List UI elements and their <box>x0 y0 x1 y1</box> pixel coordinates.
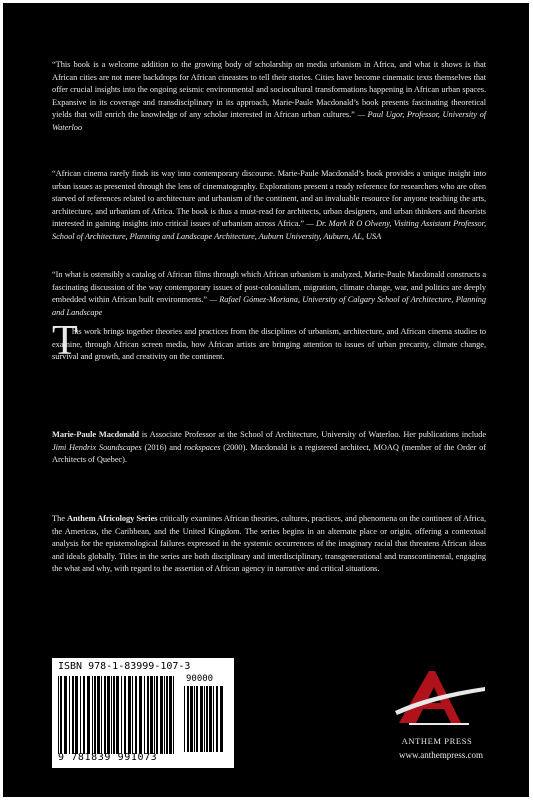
barcode-bar <box>101 676 102 754</box>
barcode-bar <box>166 676 168 754</box>
barcode-bar <box>58 676 59 754</box>
barcode-main-bars <box>58 676 178 754</box>
review-quote-olweny <box>52 168 486 243</box>
barcode-bar <box>75 676 78 754</box>
publisher-name: ANTHEM PRESS <box>401 736 473 746</box>
author-name: Marie-Paule Macdonald <box>52 430 139 439</box>
barcode-bar <box>164 676 165 754</box>
barcode-bar <box>200 686 203 752</box>
review-text: “African cinema rarely finds its way into contemporary discourse. Marie-Paule Macdonald’s book provides a unique insight into urban issues as presented through the lens of cinematography. Explorations present a ready reference for researchers who are often starved of references related to architecture and urbanism of the continent, and an invaluable resource for anyone teaching the arts, architecture, and urbanism of Africa. The book is thus a must-read for architects, urban designers, and urban thinkers and theorists interested in gaining insights into critical issues of urbanism across Africa.” <box>52 169 486 228</box>
barcode-bar <box>80 676 81 754</box>
review-attribution: — Paul Ugor, Professor, University of Waterloo <box>52 110 487 132</box>
barcode-bar <box>72 676 74 754</box>
barcode-bar <box>144 676 145 754</box>
anthem-press-logo <box>389 665 489 735</box>
barcode-bar <box>104 676 106 754</box>
review-text: “This book is a welcome addition to the growing body of scholarship on media urbanism in Africa, and what it shows is that African cities are not mere backdrops for African cineastes to tell their stories. Cities have become cinematic texts themselves that offer crucial insights into the ongoing seismic environmental and sociocultural transformations happening in African urban spaces. Expansive in its coverage and transdisciplinary in its approach, Marie-Paule Macdonald’s book presents fascinating theoretical yields that will enrich the knowledge of any scholar interested in African urban cultures.” <box>52 60 486 119</box>
barcode-bar <box>128 676 131 754</box>
isbn-barcode <box>52 658 234 768</box>
barcode-bar <box>87 676 90 754</box>
barcode-bar <box>190 686 193 752</box>
barcode-bar <box>113 676 115 754</box>
barcode-bar <box>169 676 172 754</box>
barcode-bar <box>160 676 163 754</box>
barcode-bar <box>196 686 198 752</box>
book-description <box>52 326 486 364</box>
barcode-bar <box>83 676 85 754</box>
barcode-bar <box>135 676 137 754</box>
barcode-bar <box>116 676 119 754</box>
series-text: critically examines African theories, cultures, practices, and phenomena on the continent of Africa, the Americas, the Caribbean, and the United Kingdom. The series begins in an alternate place or origin, offering a contextual analysis for the epistemological failures expressed in the systemic occurrences of the imaginary racial that threatens African ideas and ideals globally. Titles in the series are both disciplinary and interdisciplinary, transgenerational and transcontinental, engaging the what and why, with regard to the assertion of African agency in narrative and critical situations. <box>52 514 486 573</box>
barcode-bar <box>150 676 153 754</box>
series-description <box>52 513 486 576</box>
barcode-bar <box>194 686 195 752</box>
publisher-url: www.anthempress.com <box>399 750 483 760</box>
barcode-bar <box>216 686 218 752</box>
barcode-bar <box>206 686 208 752</box>
bio-text: (2016) and <box>141 442 185 452</box>
isbn-number: ISBN 978-1-83999-107-3 <box>58 661 191 672</box>
barcode-bar <box>64 676 67 754</box>
barcode-bar <box>147 676 149 754</box>
review-quote-gomez-moriana <box>52 269 486 319</box>
barcode-bar <box>204 686 205 752</box>
barcode-bar <box>156 676 158 754</box>
barcode-bar <box>69 676 70 754</box>
author-bio <box>52 429 486 467</box>
barcode-bar <box>209 686 212 752</box>
barcode-bar <box>220 686 223 752</box>
barcode-bar <box>92 676 93 754</box>
series-name: Anthem Africology Series <box>66 514 158 523</box>
barcode-bar <box>97 676 100 754</box>
barcode-bar <box>94 676 96 754</box>
barcode-bar <box>124 676 126 754</box>
publication-title: Jimi Hendrix Soundscapes <box>52 442 142 452</box>
barcode-bar <box>107 676 110 754</box>
review-quote-ugor <box>52 59 486 134</box>
barcode-bar <box>132 676 133 754</box>
barcode-bar <box>111 676 112 754</box>
drop-cap: T <box>52 318 78 364</box>
series-text: The <box>52 514 67 523</box>
barcode-bar <box>184 686 185 752</box>
ean-number: 9 781839 991073 <box>58 752 158 763</box>
publication-title: rockspaces <box>184 442 221 452</box>
barcode-bar <box>139 676 142 754</box>
review-attribution: — Rafael Gómez-Moriana, University of Calgary School of Architecture, Planning and Landscape <box>52 295 486 317</box>
barcode-bar <box>187 686 189 752</box>
price-addon-code: 90000 <box>186 674 214 684</box>
barcode-bar <box>173 676 174 754</box>
barcode-bar <box>60 676 62 754</box>
back-cover <box>3 3 529 797</box>
bio-text: is Associate Professor at the School of Architecture, University of Waterloo. Her publications include <box>138 430 486 439</box>
barcode-bar <box>213 686 214 752</box>
review-text: “In what is ostensibly a catalog of African films through which African urbanism is analyzed, Marie-Paule Macdonald constructs a fascinating discussion of the way contemporary issues of post-colonialism, migration, climate change, war, and politics are deeply embedded within African built environments.” <box>52 270 486 304</box>
barcode-bar <box>154 676 155 754</box>
review-attribution: — Dr. Mark R O Olweny, Visiting Assistant Professor, School of Architecture, Planning and Landscape Architecture, Auburn University, Auburn, AL, USA <box>52 219 487 241</box>
barcode-addon-bars <box>184 686 226 752</box>
description-text: his work brings together theories and practices from the disciplines of urbanism, architecture, and African cinema studies to examine, through African screen media, how African artists are bringing attention to issues of urban precarity, climate change, survival and growth, and creativity on the continent. <box>52 327 486 361</box>
bio-text: (2000). Macdonald is a registered architect, MOAQ (member of the Order of Architects of Quebec). <box>52 442 486 464</box>
barcode-bar <box>121 676 122 754</box>
